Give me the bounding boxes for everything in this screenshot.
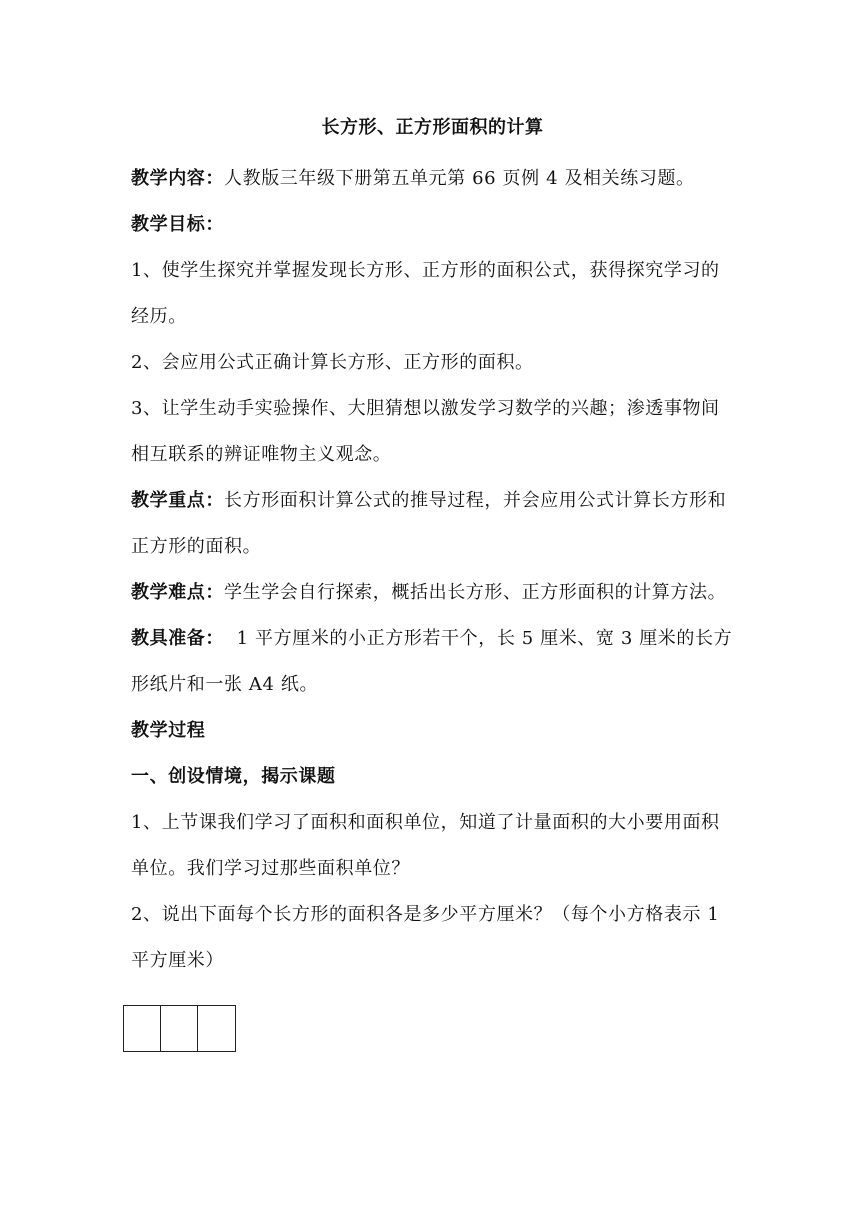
goal-1: 1、使学生探究并掌握发现长方形、正方形的面积公式，获得探究学习的经历。 [131,260,720,327]
key-points-label: 教学重点： [131,490,224,511]
teaching-content-label: 教学内容： [131,168,224,189]
key-points [131,478,734,570]
grid-cell [198,1006,235,1051]
grid-cell [124,1006,161,1051]
section-1-heading: 一、创设情境，揭示课题 [131,766,336,787]
teaching-goals-label: 教学目标： [131,214,224,235]
document-body [131,110,734,984]
item-2: 2、说出下面每个长方形的面积各是多少平方厘米？（每个小方格表示 1 平方厘米） [131,904,720,971]
grid-cell [161,1006,198,1051]
item-1: 1、上节课我们学习了面积和面积单位，知道了计量面积的大小要用面积单位。我们学习过那些面积单位？ [131,812,720,879]
teaching-tools [131,616,734,708]
teaching-process-heading: 教学过程 [131,720,206,741]
difficult-points-text: 学生学会自行探索，概括出长方形、正方形面积的计算方法。 [224,582,727,603]
key-points-text: 长方形面积计算公式的推导过程，并会应用公式计算长方形和正方形的面积。 [131,490,727,557]
teaching-tools-label: 教具准备： [131,628,224,649]
teaching-tools-text: 1 平方厘米的小正方形若干个，长 5 厘米、宽 3 厘米的长方形纸片和一张 A4 纸。 [131,628,733,695]
teaching-content [131,156,734,202]
rectangle-grid-figure [123,1005,236,1052]
teaching-content-text: 人教版三年级下册第五单元第 66 页例 4 及相关练习题。 [224,168,695,189]
difficult-points-label: 教学难点： [131,582,224,603]
goal-2: 2、会应用公式正确计算长方形、正方形的面积。 [131,352,534,373]
document-title: 长方形、正方形面积的计算 [321,117,544,138]
difficult-points [131,570,734,616]
goal-3: 3、让学生动手实验操作、大胆猜想以激发学习数学的兴趣；渗透事物间相互联系的辨证唯物主义观念。 [131,398,720,465]
